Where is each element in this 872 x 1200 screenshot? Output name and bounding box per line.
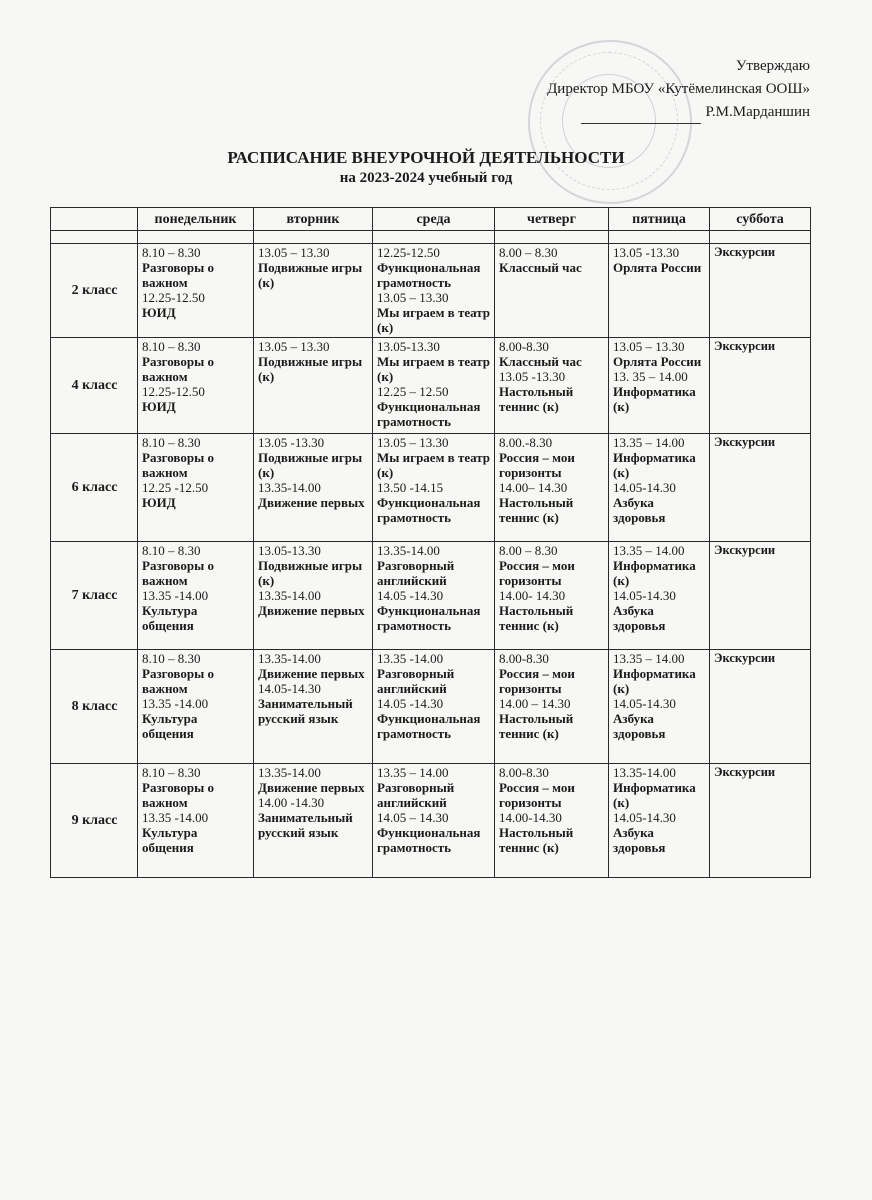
activity-time: 13.05 – 13.30 — [377, 435, 449, 450]
activity-name: Подвижные игры (к) — [258, 558, 363, 588]
activity-name: Разговоры о важном — [142, 354, 214, 384]
activity-name: Настольный теннис (к) — [499, 495, 574, 525]
cell-monday — [138, 434, 254, 542]
page-subtitle: на 2023-2024 учебный год — [339, 170, 513, 186]
header-saturday: суббота — [710, 208, 811, 231]
activity-name: Культура общения — [142, 711, 198, 741]
cell-monday — [138, 542, 254, 650]
activity-slot — [258, 765, 369, 795]
activity-slot — [377, 384, 491, 429]
activity-time: 14.00- 14.30 — [499, 588, 566, 603]
activity-slot — [613, 480, 706, 525]
approval-director: Директор МБОУ «Кутёмелинская ООШ» — [547, 81, 810, 97]
activity-time: 12.25 -12.50 — [142, 480, 209, 495]
cell-monday — [138, 650, 254, 764]
activity-slot — [499, 810, 605, 855]
activity-slot — [258, 588, 369, 618]
activity-name: Экскурсии — [714, 339, 776, 353]
table-row — [51, 650, 811, 764]
class-label: 8 класс — [51, 650, 138, 764]
activity-time: 14.05-14.30 — [613, 810, 676, 825]
cell-friday — [609, 338, 710, 434]
activity-slot — [613, 588, 706, 633]
activity-time: 12.25-12.50 — [142, 384, 205, 399]
activity-name: ЮИД — [142, 399, 176, 414]
activity-name: Настольный теннис (к) — [499, 603, 574, 633]
cell-saturday — [710, 764, 811, 878]
cell-thursday — [495, 542, 609, 650]
activity-slot — [377, 290, 491, 335]
activity-name: Разговоры о важном — [142, 666, 214, 696]
activity-name: Настольный теннис (к) — [499, 711, 574, 741]
activity-slot — [613, 765, 706, 810]
activity-name: Подвижные игры (к) — [258, 450, 363, 480]
activity-name: Функциональная грамотность — [377, 495, 481, 525]
class-label: 6 класс — [51, 434, 138, 542]
activity-time: 13.35-14.00 — [377, 543, 440, 558]
activity-time: 14.00– 14.30 — [499, 480, 568, 495]
activity-slot — [499, 245, 605, 275]
activity-slot — [714, 435, 807, 450]
cell-tuesday — [254, 434, 373, 542]
activity-slot — [142, 245, 250, 290]
activity-slot — [142, 588, 250, 633]
activity-name: Азбука здоровья — [613, 495, 666, 525]
cell-tuesday — [254, 542, 373, 650]
cell-tuesday — [254, 244, 373, 338]
cell-thursday — [495, 764, 609, 878]
activity-name: Занимательный русский язык — [258, 696, 353, 726]
activity-name: Информатика (к) — [613, 666, 696, 696]
activity-slot — [499, 651, 605, 696]
activity-slot — [142, 651, 250, 696]
approval-title: Утверждаю — [735, 58, 810, 74]
activity-slot — [258, 795, 369, 840]
activity-slot — [613, 245, 706, 275]
cell-saturday — [710, 542, 811, 650]
activity-name: Занимательный русский язык — [258, 810, 353, 840]
activity-slot — [258, 543, 369, 588]
activity-name: Функциональная грамотность — [377, 711, 481, 741]
activity-time: 14.05-14.30 — [613, 696, 676, 711]
activity-slot — [613, 435, 706, 480]
header-wednesday: среда — [373, 208, 495, 231]
activity-name: Движение первых — [258, 603, 365, 618]
cell-thursday — [495, 650, 609, 764]
schedule-table — [50, 207, 811, 878]
activity-name: Культура общения — [142, 603, 198, 633]
activity-name: Орлята России — [613, 260, 702, 275]
activity-time: 8.10 – 8.30 — [142, 435, 201, 450]
activity-name: Разговорный английский — [377, 558, 455, 588]
activity-time: 12.25-12.50 — [142, 290, 205, 305]
activity-slot — [258, 480, 369, 510]
activity-name: Азбука здоровья — [613, 603, 666, 633]
activity-time: 8.00 – 8.30 — [499, 543, 558, 558]
activity-name: Россия – мои горизонты — [499, 666, 575, 696]
activity-time: 13.35 -14.00 — [142, 588, 209, 603]
activity-slot — [142, 696, 250, 741]
activity-name: Подвижные игры (к) — [258, 354, 363, 384]
activity-time: 8.00-8.30 — [499, 339, 549, 354]
table-row — [51, 434, 811, 542]
activity-slot — [499, 435, 605, 480]
activity-slot — [258, 681, 369, 726]
approval-block — [547, 55, 810, 124]
activity-slot — [499, 765, 605, 810]
activity-time: 8.00-8.30 — [499, 651, 549, 666]
activity-time: 8.00-8.30 — [499, 765, 549, 780]
cell-wednesday — [373, 764, 495, 878]
activity-slot — [377, 245, 491, 290]
activity-slot — [714, 651, 807, 666]
class-label: 4 класс — [51, 338, 138, 434]
activity-slot — [714, 339, 807, 354]
activity-name: Разговоры о важном — [142, 450, 214, 480]
cell-tuesday — [254, 338, 373, 434]
activity-slot — [377, 651, 491, 696]
cell-wednesday — [373, 542, 495, 650]
activity-slot — [258, 245, 369, 290]
activity-time: 12.25 – 12.50 — [377, 384, 449, 399]
activity-time: 13.35 -14.00 — [142, 810, 209, 825]
activity-time: 13. 35 – 14.00 — [613, 369, 688, 384]
activity-name: Информатика (к) — [613, 450, 696, 480]
activity-time: 13.35 -14.00 — [377, 651, 444, 666]
activity-slot — [142, 810, 250, 855]
cell-friday — [609, 764, 710, 878]
activity-slot — [258, 339, 369, 384]
activity-slot — [499, 588, 605, 633]
activity-slot — [258, 651, 369, 681]
spacer-row — [51, 231, 811, 244]
activity-time: 8.10 – 8.30 — [142, 543, 201, 558]
activity-slot — [499, 369, 605, 414]
activity-slot — [142, 290, 250, 320]
signature-line — [581, 107, 701, 124]
activity-slot — [499, 480, 605, 525]
activity-slot — [377, 765, 491, 810]
cell-friday — [609, 650, 710, 764]
activity-time: 14.05 -14.30 — [377, 588, 444, 603]
header-tuesday: вторник — [254, 208, 373, 231]
activity-name: Экскурсии — [714, 245, 776, 259]
activity-time: 13.35-14.00 — [258, 588, 321, 603]
activity-slot — [142, 339, 250, 384]
activity-name: Мы играем в театр (к) — [377, 450, 491, 480]
director-name: Р.М.Марданшин — [705, 104, 810, 120]
table-row — [51, 764, 811, 878]
activity-slot — [613, 543, 706, 588]
cell-wednesday — [373, 434, 495, 542]
activity-name: Классный час — [499, 354, 582, 369]
activity-time: 13.05 -13.30 — [499, 369, 566, 384]
class-label: 9 класс — [51, 764, 138, 878]
activity-time: 13.05 – 13.30 — [258, 245, 330, 260]
activity-time: 13.05 – 13.30 — [258, 339, 330, 354]
activity-time: 13.35-14.00 — [258, 651, 321, 666]
cell-monday — [138, 338, 254, 434]
activity-name: Экскурсии — [714, 765, 776, 779]
activity-name: Орлята России — [613, 354, 702, 369]
activity-time: 13.35 – 14.00 — [613, 651, 685, 666]
activity-slot — [377, 480, 491, 525]
activity-time: 14.05 – 14.30 — [377, 810, 449, 825]
cell-saturday — [710, 338, 811, 434]
activity-time: 8.10 – 8.30 — [142, 339, 201, 354]
activity-slot — [499, 696, 605, 741]
activity-slot — [714, 245, 807, 260]
activity-name: ЮИД — [142, 305, 176, 320]
activity-name: Россия – мои горизонты — [499, 780, 575, 810]
activity-name: Подвижные игры (к) — [258, 260, 363, 290]
activity-name: Разговоры о важном — [142, 260, 214, 290]
activity-name: Россия – мои горизонты — [499, 558, 575, 588]
activity-slot — [714, 765, 807, 780]
activity-name: Классный час — [499, 260, 582, 275]
activity-name: Разговоры о важном — [142, 558, 214, 588]
activity-name: Мы играем в театр (к) — [377, 305, 491, 335]
cell-saturday — [710, 244, 811, 338]
cell-monday — [138, 244, 254, 338]
activity-name: Разговоры о важном — [142, 780, 214, 810]
activity-time: 13.35 – 14.00 — [613, 543, 685, 558]
activity-name: Движение первых — [258, 666, 365, 681]
activity-slot — [377, 339, 491, 384]
activity-name: Разговорный английский — [377, 780, 455, 810]
activity-time: 8.10 – 8.30 — [142, 245, 201, 260]
activity-name: Азбука здоровья — [613, 825, 666, 855]
activity-name: Россия – мои горизонты — [499, 450, 575, 480]
cell-friday — [609, 244, 710, 338]
cell-wednesday — [373, 650, 495, 764]
activity-slot — [377, 588, 491, 633]
activity-slot — [142, 543, 250, 588]
activity-name: Экскурсии — [714, 543, 776, 557]
activity-time: 14.05-14.30 — [258, 681, 321, 696]
activity-time: 13.50 -14.15 — [377, 480, 444, 495]
activity-slot — [499, 543, 605, 588]
header-row — [51, 208, 811, 231]
activity-slot — [714, 543, 807, 558]
activity-name: ЮИД — [142, 495, 176, 510]
activity-time: 14.05-14.30 — [613, 480, 676, 495]
activity-time: 13.05 -13.30 — [258, 435, 325, 450]
activity-slot — [499, 339, 605, 369]
activity-name: Информатика (к) — [613, 384, 696, 414]
activity-name: Экскурсии — [714, 435, 776, 449]
activity-slot — [377, 696, 491, 741]
activity-slot — [142, 480, 250, 510]
activity-time: 8.10 – 8.30 — [142, 765, 201, 780]
header-corner — [51, 208, 138, 231]
activity-name: Функциональная грамотность — [377, 260, 481, 290]
class-label: 7 класс — [51, 542, 138, 650]
cell-monday — [138, 764, 254, 878]
activity-slot — [613, 651, 706, 696]
activity-name: Разговорный английский — [377, 666, 455, 696]
activity-time: 14.05 -14.30 — [377, 696, 444, 711]
activity-time: 14.05-14.30 — [613, 588, 676, 603]
activity-name: Функциональная грамотность — [377, 825, 481, 855]
activity-name: Экскурсии — [714, 651, 776, 665]
table-row — [51, 244, 811, 338]
table-row — [51, 542, 811, 650]
activity-time: 8.10 – 8.30 — [142, 651, 201, 666]
activity-name: Движение первых — [258, 495, 365, 510]
activity-name: Настольный теннис (к) — [499, 825, 574, 855]
activity-name: Информатика (к) — [613, 780, 696, 810]
activity-time: 13.05 -13.30 — [613, 245, 680, 260]
activity-time: 13.05 – 13.30 — [377, 290, 449, 305]
activity-slot — [142, 765, 250, 810]
cell-wednesday — [373, 244, 495, 338]
signature-row — [547, 101, 810, 124]
activity-name: Функциональная грамотность — [377, 603, 481, 633]
activity-slot — [613, 696, 706, 741]
activity-slot — [377, 435, 491, 480]
activity-time: 13.35-14.00 — [258, 765, 321, 780]
activity-time: 13.35-14.00 — [258, 480, 321, 495]
header-monday: понедельник — [138, 208, 254, 231]
class-label: 2 класс — [51, 244, 138, 338]
activity-time: 13.35 – 14.00 — [613, 435, 685, 450]
activity-slot — [142, 384, 250, 414]
activity-name: Настольный теннис (к) — [499, 384, 574, 414]
page-title: РАСПИСАНИЕ ВНЕУРОЧНОЙ ДЕЯТЕЛЬНОСТИ — [227, 148, 625, 167]
cell-friday — [609, 542, 710, 650]
activity-slot — [258, 435, 369, 480]
activity-slot — [142, 435, 250, 480]
activity-name: Информатика (к) — [613, 558, 696, 588]
cell-thursday — [495, 244, 609, 338]
activity-time: 8.00 – 8.30 — [499, 245, 558, 260]
header-friday: пятница — [609, 208, 710, 231]
activity-time: 12.25-12.50 — [377, 245, 440, 260]
header-thursday: четверг — [495, 208, 609, 231]
cell-tuesday — [254, 650, 373, 764]
cell-saturday — [710, 434, 811, 542]
activity-time: 13.35 -14.00 — [142, 696, 209, 711]
cell-wednesday — [373, 338, 495, 434]
activity-time: 14.00 -14.30 — [258, 795, 325, 810]
activity-name: Культура общения — [142, 825, 198, 855]
activity-slot — [613, 339, 706, 369]
activity-name: Азбука здоровья — [613, 711, 666, 741]
activity-slot — [377, 543, 491, 588]
activity-slot — [613, 369, 706, 414]
activity-time: 14.00-14.30 — [499, 810, 562, 825]
activity-time: 13.35 – 14.00 — [377, 765, 449, 780]
activity-slot — [377, 810, 491, 855]
cell-thursday — [495, 434, 609, 542]
activity-time: 8.00.-8.30 — [499, 435, 553, 450]
cell-thursday — [495, 338, 609, 434]
cell-saturday — [710, 650, 811, 764]
cell-tuesday — [254, 764, 373, 878]
activity-time: 13.05-13.30 — [377, 339, 440, 354]
activity-time: 13.35-14.00 — [613, 765, 676, 780]
activity-slot — [613, 810, 706, 855]
activity-time: 14.00 – 14.30 — [499, 696, 571, 711]
activity-name: Мы играем в театр (к) — [377, 354, 491, 384]
cell-friday — [609, 434, 710, 542]
activity-time: 13.05-13.30 — [258, 543, 321, 558]
activity-name: Движение первых — [258, 780, 365, 795]
table-row — [51, 338, 811, 434]
activity-name: Функциональная грамотность — [377, 399, 481, 429]
activity-time: 13.05 – 13.30 — [613, 339, 685, 354]
